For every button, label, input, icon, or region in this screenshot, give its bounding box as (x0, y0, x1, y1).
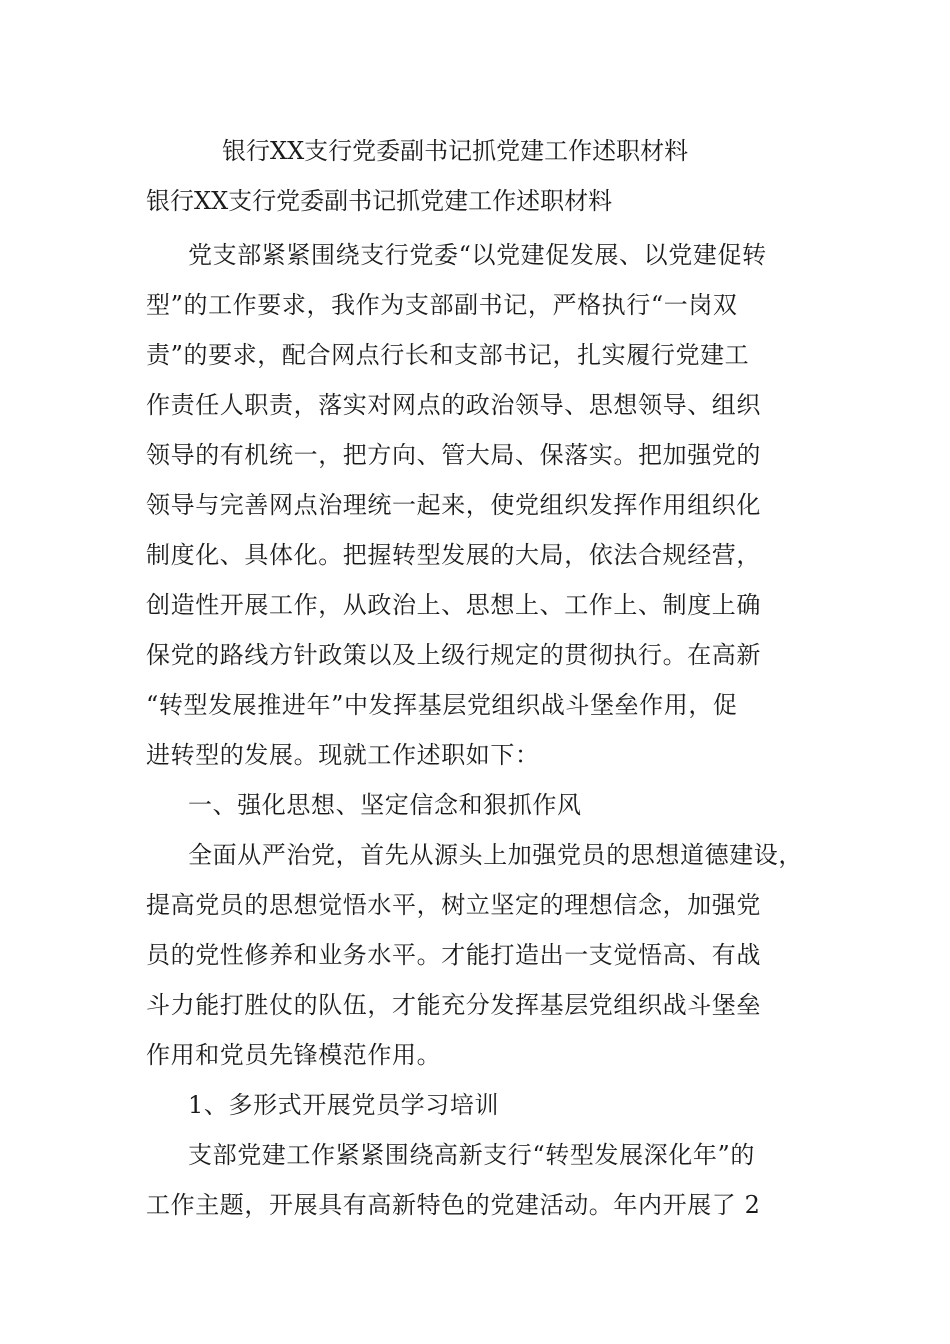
subsection-heading: 1、多形式开展党员学习培训 (188, 1091, 500, 1119)
paragraph-line: 领导与完善网点治理统一起来，使党组织发挥作用组织化 (146, 491, 761, 519)
paragraph-line: 责”的要求，配合网点行长和支部书记，扎实履行党建工 (146, 341, 750, 369)
document-title: 银行XX支行党委副书记抓党建工作述职材料 (222, 137, 689, 165)
paragraph-line: 作责任人职责，落实对网点的政治领导、思想领导、组织 (146, 391, 761, 419)
paragraph-line: 员的党性修养和业务水平。才能打造出一支觉悟高、有战 (146, 941, 761, 969)
paragraph-line: 工作主题，开展具有高新特色的党建活动。年内开展了 2 (146, 1191, 761, 1219)
paragraph-line: 支部党建工作紧紧围绕高新支行“转型发展深化年”的 (188, 1141, 755, 1169)
paragraph-line: 斗力能打胜仗的队伍，才能充分发挥基层党组织战斗堡垒 (146, 991, 761, 1019)
paragraph-line: 保党的路线方针政策以及上级行规定的贯彻执行。在高新 (146, 641, 761, 669)
document-body (146, 230, 826, 1230)
document-subtitle: 银行XX支行党委副书记抓党建工作述职材料 (146, 187, 613, 215)
paragraph-line: 制度化、具体化。把握转型发展的大局，依法合规经营， (146, 541, 761, 569)
paragraph-line: 创造性开展工作，从政治上、思想上、工作上、制度上确 (146, 591, 761, 619)
paragraph-line: 全面从严治党，首先从源头上加强党员的思想道德建设， (188, 841, 803, 869)
paragraph-line: 党支部紧紧围绕支行党委“以党建促发展、以党建促转 (188, 241, 767, 269)
paragraph-line: 提高党员的思想觉悟水平，树立坚定的理想信念，加强党 (146, 891, 761, 919)
section-heading: 一、强化思想、坚定信念和狠抓作风 (188, 791, 582, 819)
paragraph-line: “转型发展推进年”中发挥基层党组织战斗堡垒作用，促 (146, 691, 738, 719)
paragraph-line: 进转型的发展。现就工作述职如下： (146, 741, 540, 769)
paragraph-line: 型”的工作要求，我作为支部副书记，严格执行“一岗双 (146, 291, 738, 319)
paragraph-line: 作用和党员先锋模范作用。 (146, 1041, 442, 1069)
paragraph-line: 领导的有机统一，把方向、管大局、保落实。把加强党的 (146, 441, 761, 469)
